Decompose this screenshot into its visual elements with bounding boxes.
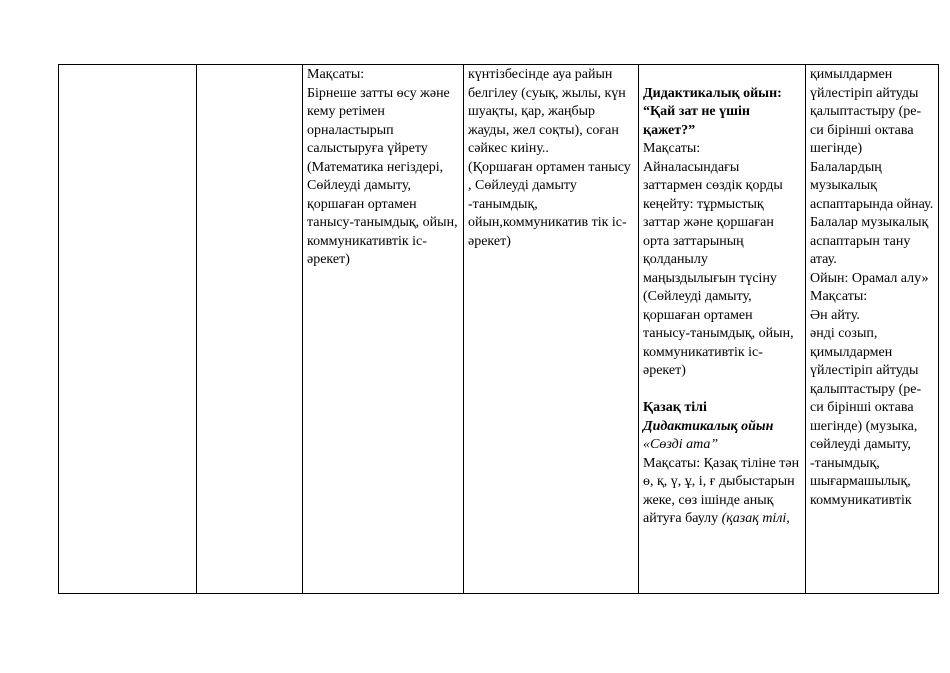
table-cell-empty-2 xyxy=(197,65,303,594)
kazakh-tail: (қазақ тілі, xyxy=(721,511,790,526)
cell-text: күнтізбесінде ауа райын белгілеу (суық, жылы, күн шуақты, қар, жаңбыр жауды, жел соқты), соған сәйкес киіну.. (Қоршаған ортамен танысу , Сөйлеуді дамыту -танымдық, ойын,коммуникатив тік іс-әрекет) xyxy=(468,67,631,249)
cell-text: қимылдармен үйлестіріп айтуды қалыптастыру (ре-си бірінші октава шегінде) Балалардың музыкалық аспаптарында ойнау. Балалар музыкалық аспаптарын тану атау. Ойын: Орамал алу» Мақсаты: Ән айту. әнді созып, қимылдармен үйлестіріп айтуды қалыптастыру (ре-си бірінші октава шегінде) (музыка, сөйлеуді дамыту, -танымдық, шығармашылық, коммуникативтік xyxy=(810,67,934,508)
game-heading: Дидактикалық ойын: xyxy=(643,85,782,101)
spacer xyxy=(643,66,801,85)
table-cell-didactic-games xyxy=(639,65,806,594)
table-cell-math-goal xyxy=(303,65,464,594)
lesson-plan-table xyxy=(58,64,939,594)
kazakh-heading: Қазақ тілі xyxy=(643,400,707,415)
kazakh-body-text: Мақсаты: Қазақ тіліне тән ө, қ, ү, ұ, і, ғ дыбыстарын жеке, сөз ішінде анық айтуға баулу xyxy=(643,455,800,526)
game-title: “Қай зат не үшін қажет?” xyxy=(643,104,750,138)
kazakh-game: Дидактикалық ойын xyxy=(643,418,774,434)
table-cell-empty-1 xyxy=(59,65,197,594)
spacer xyxy=(643,381,801,400)
table-row xyxy=(59,65,939,594)
cell-text: Мақсаты: Бірнеше затты өсу және кему ретімен орналастырып салыстыруға үйрету (Математика негіздері, Сөйлеуді дамыту, қоршаған ортамен танысу-танымдық, ойын, коммуникативтік іс-әрекет) xyxy=(307,67,458,267)
game-body: Мақсаты: Айналасындағы заттармен сөздік қорды кеңейту: тұрмыстық заттар және қоршаған орта заттарының қолданылу маңыздылығын түсіну (Сөйлеуді дамыту, қоршаған ортамен танысу-танымдық, ойын, коммуникативтік іс-әрекет) xyxy=(643,141,794,378)
kazakh-body xyxy=(643,455,801,529)
table-cell-music xyxy=(806,65,939,594)
kazakh-game-title: «Сөзді ата” xyxy=(643,437,719,452)
table-cell-weather-calendar xyxy=(464,65,639,594)
